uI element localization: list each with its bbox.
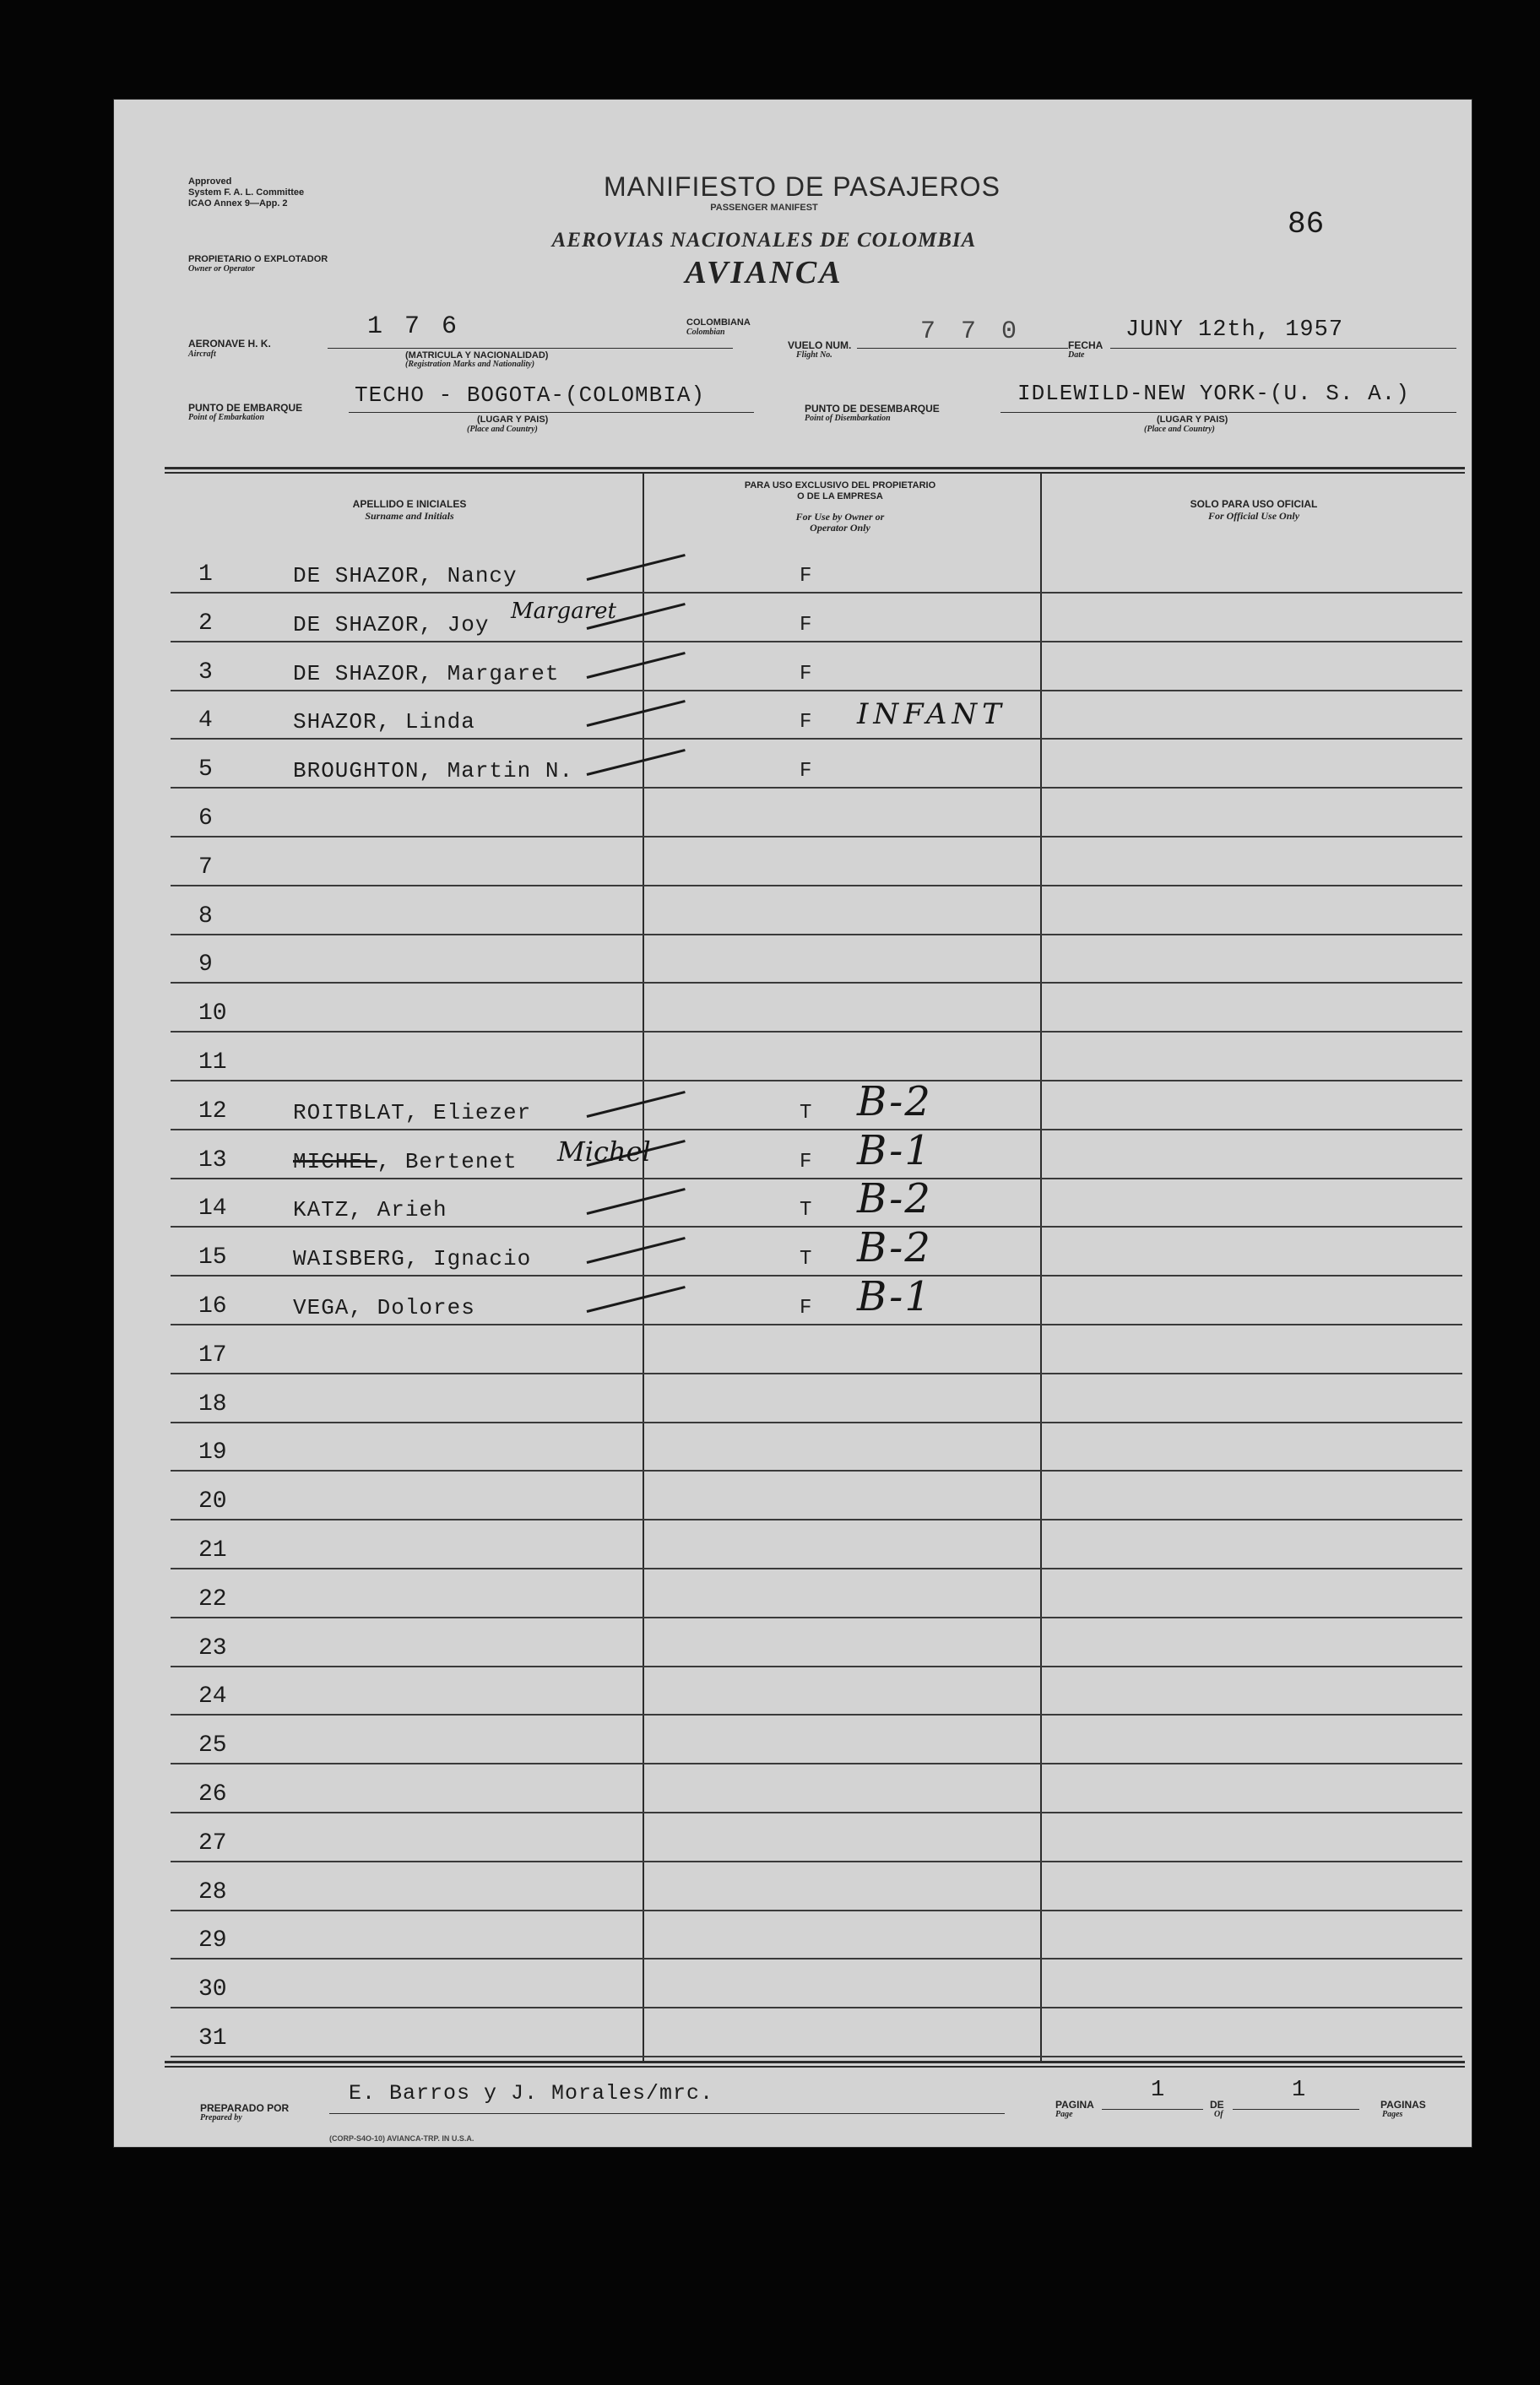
table-row-rule (171, 1226, 1462, 1228)
prepared-underline (329, 2113, 1005, 2114)
passenger-name: MICHEL, Bertenet (293, 1148, 518, 1174)
table-row-rule (171, 885, 1462, 886)
pages-label: PAGINAS (1380, 2099, 1426, 2111)
visa-note: B-1 (857, 1273, 932, 1320)
of-value: 1 (1292, 2078, 1307, 2103)
checkmark-stroke (587, 652, 686, 679)
disembark-place-label-en: (Place and Country) (1144, 425, 1215, 434)
row-number: 12 (198, 1098, 227, 1125)
page-title: MANIFIESTO DE PASAJEROS (604, 171, 1000, 202)
row-number: 15 (198, 1244, 227, 1271)
row-number: 9 (198, 951, 213, 978)
row-number: 17 (198, 1342, 227, 1369)
table-row-rule (171, 1763, 1462, 1764)
visa-note: INFANT (857, 697, 1006, 732)
passenger-name: KATZ, Arieh (293, 1197, 447, 1223)
nationality-label-en: Colombian (686, 328, 725, 337)
row-number: 19 (198, 1439, 227, 1466)
registration-label: (MATRICULA Y NACIONALIDAD) (405, 350, 549, 360)
table-row-rule (171, 787, 1462, 789)
checkmark-stroke (587, 1188, 686, 1215)
of-underline (1233, 2109, 1359, 2110)
col-official-header-en: For Official Use Only (1207, 510, 1300, 522)
operator-code: F (800, 1150, 812, 1174)
page-underline (1102, 2109, 1203, 2110)
passenger-name: DE SHAZOR, Nancy (293, 563, 518, 588)
row-number: 14 (198, 1195, 227, 1222)
approval-line-2: System F. A. L. Committee (188, 187, 305, 198)
row-number: 23 (198, 1634, 227, 1661)
table-row-rule (171, 1617, 1462, 1618)
table-top-rule (165, 467, 1465, 469)
operator-code: F (800, 565, 812, 588)
flight-underline (857, 348, 1068, 349)
passenger-name: BROUGHTON, Martin N. (293, 758, 574, 784)
operator-code: F (800, 711, 812, 734)
table-row-rule (171, 1812, 1462, 1813)
visa-note: B-1 (857, 1126, 932, 1174)
table-row-rule (171, 592, 1462, 594)
handwritten-correction: Michel (557, 1135, 651, 1168)
passenger-name: SHAZOR, Linda (293, 709, 475, 735)
operator-code: F (800, 662, 812, 686)
table-top-rule-2 (165, 472, 1465, 474)
table-row-rule (171, 690, 1462, 691)
col-operator-header-en-1: For Use by Owner or (795, 511, 885, 523)
visa-note: B-2 (857, 1224, 932, 1272)
aircraft-label: AERONAVE H. K. (188, 338, 271, 350)
sheet-number: 86 (1288, 207, 1325, 241)
row-number: 11 (198, 1049, 227, 1076)
table-row-rule (171, 2007, 1462, 2008)
passenger-name: VEGA, Dolores (293, 1295, 475, 1320)
checkmark-stroke (587, 1286, 686, 1313)
row-number: 16 (198, 1293, 227, 1320)
operator-code: F (800, 1297, 812, 1320)
table-row-rule (171, 1275, 1462, 1277)
disembark-place-label: (LUGAR Y PAIS) (1157, 415, 1228, 425)
table-row-rule (171, 1373, 1462, 1374)
column-divider-2 (1040, 474, 1042, 2061)
disembark-value: IDLEWILD-NEW YORK-(U. S. A.) (1017, 381, 1410, 406)
col-official-header: SOLO PARA USO OFICIAL (1190, 498, 1318, 510)
table-row-rule (171, 2056, 1462, 2057)
row-number: 4 (198, 707, 213, 734)
table-row-rule (171, 1519, 1462, 1520)
row-number: 21 (198, 1537, 227, 1564)
table-row-rule (171, 738, 1462, 740)
row-number: 25 (198, 1732, 227, 1759)
airline-name: AEROVIAS NACIONALES DE COLOMBIA (551, 229, 977, 252)
table-bottom-rule-2 (165, 2066, 1465, 2068)
page-label: PAGINA (1055, 2099, 1094, 2111)
registration-label-en: (Registration Marks and Nationality) (405, 360, 535, 369)
date-value: JUNY 12th, 1957 (1125, 317, 1344, 343)
row-number: 31 (198, 2025, 227, 2052)
table-row-rule (171, 1568, 1462, 1569)
table-row-rule (171, 1861, 1462, 1862)
owner-label-en: Owner or Operator (188, 264, 255, 274)
operator-code: T (800, 1101, 812, 1125)
embark-place-label-en: (Place and Country) (467, 425, 538, 434)
visa-note: B-2 (857, 1175, 932, 1223)
row-number: 20 (198, 1488, 227, 1515)
prepared-label: PREPARADO POR (200, 2102, 290, 2114)
checkmark-stroke (587, 1237, 686, 1264)
row-number: 3 (198, 659, 213, 686)
nationality-label: COLOMBIANA (686, 317, 751, 328)
row-number: 8 (198, 903, 213, 930)
row-number: 13 (198, 1146, 227, 1174)
handwritten-correction: Margaret (511, 598, 616, 624)
row-number: 24 (198, 1683, 227, 1710)
visa-note: B-2 (857, 1077, 932, 1125)
page-subtitle: PASSENGER MANIFEST (710, 203, 818, 213)
table-row-rule (171, 982, 1462, 984)
table-bottom-rule (165, 2061, 1465, 2063)
flight-label: VUELO NUM. (788, 339, 852, 351)
passenger-name: ROITBLAT, Eliezer (293, 1099, 532, 1125)
row-number: 2 (198, 610, 213, 637)
embark-label-en: Point of Embarkation (188, 413, 265, 422)
row-number: 29 (198, 1927, 227, 1954)
table-row-rule (171, 1129, 1462, 1130)
col-operator-header-1: PARA USO EXCLUSIVO DEL PROPIETARIO (744, 480, 936, 491)
embark-place-label: (LUGAR Y PAIS) (477, 415, 549, 425)
prepared-label-en: Prepared by (200, 2113, 242, 2122)
disembark-label-en: Point of Disembarkation (805, 414, 891, 423)
flight-label-en: Flight No. (796, 350, 832, 360)
row-number: 28 (198, 1878, 227, 1905)
table-row-rule (171, 1958, 1462, 1959)
row-number: 30 (198, 1976, 227, 2003)
date-label: FECHA (1068, 339, 1103, 351)
checkmark-stroke (587, 700, 686, 727)
operator-code: T (800, 1199, 812, 1222)
row-number: 7 (198, 854, 213, 881)
aircraft-value: 1 7 6 (367, 312, 461, 341)
manifest-sheet (114, 100, 1472, 2147)
table-row-rule (171, 1470, 1462, 1472)
row-number: 22 (198, 1585, 227, 1613)
col-operator-header-2: O DE LA EMPRESA (797, 491, 883, 501)
table-row-rule (171, 934, 1462, 935)
page-value: 1 (1151, 2078, 1166, 2103)
checkmark-stroke (587, 1091, 686, 1118)
airline-brand: AVIANCA (685, 255, 843, 290)
operator-code: F (800, 760, 812, 783)
embark-underline (349, 412, 754, 413)
aircraft-label-en: Aircraft (188, 350, 216, 359)
col-surname-header-en: Surname and Initials (365, 510, 454, 522)
printer-line: (CORP-S4O-10) AVIANCA-TRP. IN U.S.A. (329, 2134, 474, 2143)
of-label: DE (1210, 2099, 1224, 2111)
table-row-rule (171, 1080, 1462, 1081)
approval-line-3: ICAO Annex 9—App. 2 (188, 198, 288, 209)
row-number: 26 (198, 1781, 227, 1808)
pages-label-en: Pages (1382, 2110, 1403, 2119)
row-number: 1 (198, 561, 213, 588)
operator-code: F (800, 613, 812, 637)
page-label-en: Page (1055, 2110, 1073, 2119)
passenger-name: DE SHAZOR, Joy (293, 611, 490, 637)
date-label-en: Date (1068, 350, 1085, 360)
embark-label: PUNTO DE EMBARQUE (188, 402, 303, 414)
table-row-rule (171, 1324, 1462, 1325)
owner-label: PROPIETARIO O EXPLOTADOR (188, 254, 328, 264)
disembark-underline (1000, 412, 1456, 413)
approval-line-1: Approved (188, 176, 232, 187)
row-number: 6 (198, 805, 213, 832)
table-row-rule (171, 1422, 1462, 1423)
aircraft-underline (328, 348, 733, 349)
prepared-value: E. Barros y J. Morales/mrc. (349, 2081, 714, 2106)
table-row-rule (171, 836, 1462, 837)
col-operator-header-en-2: Operator Only (810, 522, 870, 534)
table-row-rule (171, 641, 1462, 642)
table-row-rule (171, 1910, 1462, 1911)
table-row-rule (171, 1178, 1462, 1179)
table-row-rule (171, 1714, 1462, 1716)
disembark-label: PUNTO DE DESEMBARQUE (805, 403, 940, 415)
row-number: 18 (198, 1390, 227, 1417)
date-underline (1110, 348, 1456, 349)
checkmark-stroke (587, 749, 686, 776)
operator-code: T (800, 1248, 812, 1271)
of-label-en: Of (1214, 2110, 1223, 2119)
passenger-name: DE SHAZOR, Margaret (293, 660, 560, 686)
checkmark-stroke (587, 554, 686, 581)
table-row-rule (171, 1031, 1462, 1033)
row-number: 10 (198, 1000, 227, 1027)
table-row-rule (171, 1666, 1462, 1667)
passenger-name: WAISBERG, Ignacio (293, 1246, 532, 1272)
row-number: 5 (198, 756, 213, 783)
embark-value: TECHO - BOGOTA-(COLOMBIA) (355, 382, 706, 408)
col-surname-header: APELLIDO E INICIALES (352, 498, 467, 510)
row-number: 27 (198, 1829, 227, 1857)
flight-value: 7 7 0 (920, 317, 1022, 346)
